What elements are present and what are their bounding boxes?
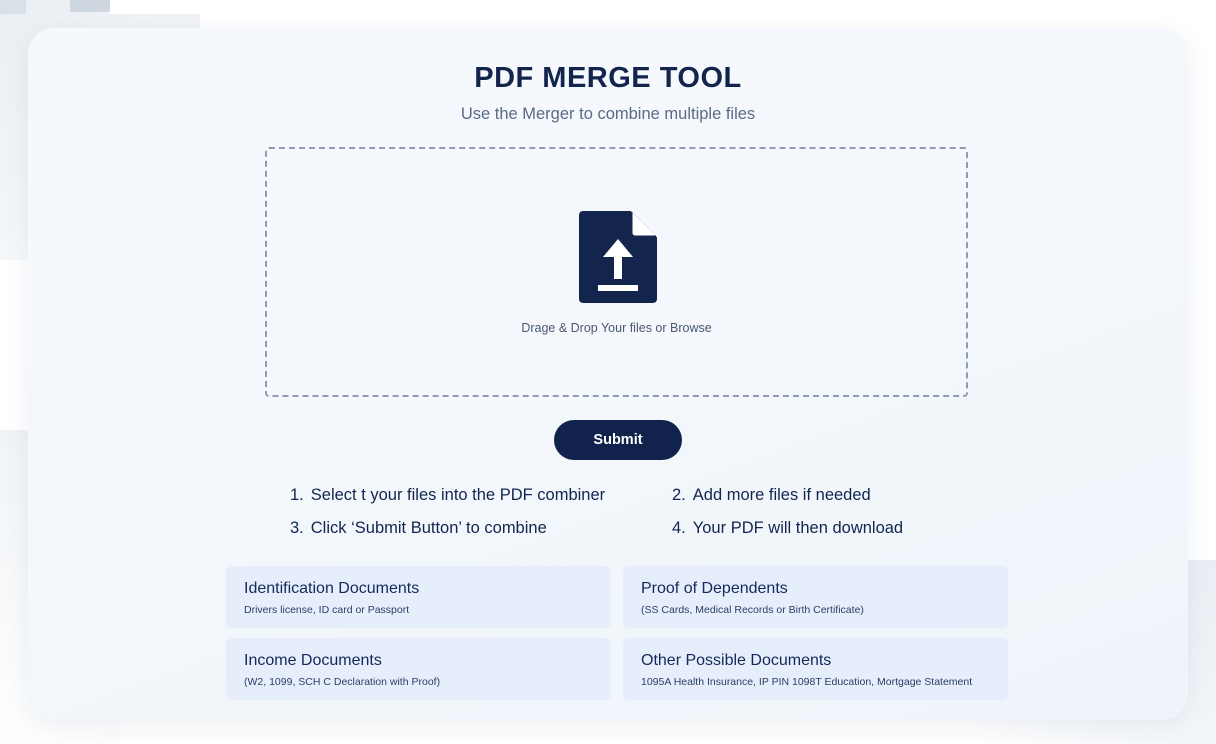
step-item bbox=[650, 519, 970, 538]
page-subtitle: Use the Merger to combine multiple files bbox=[460, 105, 756, 123]
submit-button[interactable]: Submit bbox=[554, 420, 682, 460]
file-dropzone[interactable] bbox=[265, 147, 968, 397]
document-card[interactable] bbox=[226, 566, 611, 628]
document-card-subtitle: Drivers license, ID card or Passport bbox=[244, 604, 410, 616]
dropzone-hint: Drage & Drop Your files or Browse bbox=[521, 321, 712, 335]
document-card[interactable] bbox=[623, 566, 1008, 628]
document-card-subtitle: 1095A Health Insurance, IP PIN 1098T Education, Mortgage Statement bbox=[641, 676, 973, 688]
document-card-title: Proof of Dependents bbox=[641, 580, 788, 597]
document-card[interactable] bbox=[226, 638, 611, 700]
step-number: 3. bbox=[290, 519, 304, 537]
steps-list bbox=[290, 486, 970, 538]
step-item bbox=[290, 519, 650, 538]
page-title: PDF MERGE TOOL bbox=[474, 62, 742, 94]
background-top-strip bbox=[110, 0, 1216, 14]
step-number: 4. bbox=[672, 519, 686, 537]
step-text: Click ‘Submit Button’ to combine bbox=[310, 519, 547, 537]
file-upload-icon bbox=[575, 209, 659, 305]
background-corner-accent-b bbox=[70, 0, 110, 12]
step-text: Add more files if needed bbox=[692, 486, 871, 504]
document-card-title: Identification Documents bbox=[244, 580, 420, 597]
step-text: Select t your files into the PDF combiner bbox=[310, 486, 606, 504]
document-card-subtitle: (W2, 1099, SCH C Declaration with Proof) bbox=[244, 676, 441, 688]
document-card-title: Income Documents bbox=[244, 652, 382, 669]
pdf-merge-card bbox=[28, 28, 1188, 720]
document-card[interactable] bbox=[623, 638, 1008, 700]
background-corner-accent-a bbox=[0, 0, 26, 14]
step-item bbox=[290, 486, 650, 505]
document-card-title: Other Possible Documents bbox=[641, 652, 832, 669]
document-card-subtitle: (SS Cards, Medical Records or Birth Certificate) bbox=[641, 604, 864, 616]
step-item bbox=[650, 486, 970, 505]
step-number: 2. bbox=[672, 486, 686, 504]
document-checklist bbox=[226, 566, 1008, 700]
step-text: Your PDF will then download bbox=[692, 519, 904, 537]
step-number: 1. bbox=[290, 486, 304, 504]
